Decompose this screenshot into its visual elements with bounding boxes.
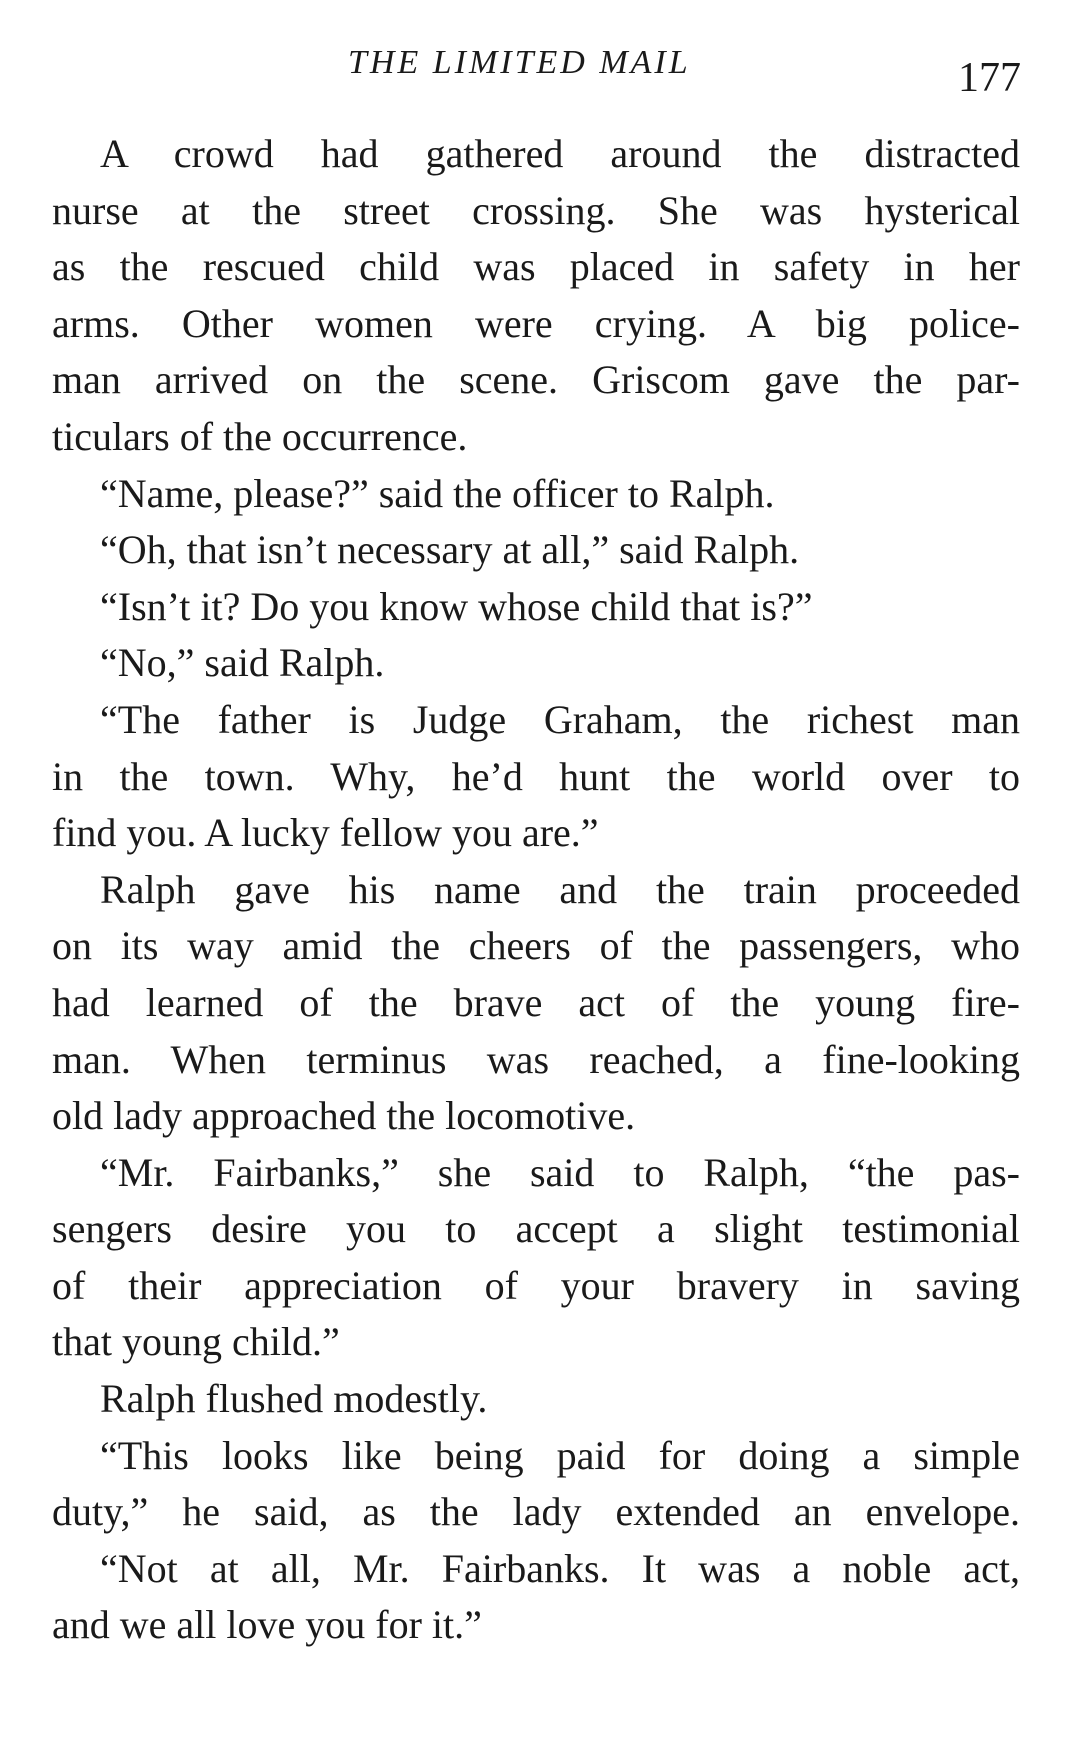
text-line: had learned of the brave act of the young fire-	[52, 979, 1020, 1025]
text-line: sengers desire you to accept a slight testimonial	[52, 1206, 1020, 1252]
text-line: “This looks like being paid for doing a simple	[100, 1432, 1020, 1478]
text-line: “Name, please?” said the officer to Ralph.	[100, 470, 775, 516]
running-header	[0, 40, 1085, 101]
text-line: “Mr. Fairbanks,” she said to Ralph, “the pas-	[100, 1149, 1020, 1195]
text-line: on its way amid the cheers of the passengers, who	[52, 923, 1020, 969]
page-number: 177	[958, 55, 1021, 101]
text-line: nurse at the street crossing. She was hysterical	[52, 187, 1020, 233]
body-text	[52, 126, 1020, 1654]
text-line: and we all love you for it.”	[52, 1602, 482, 1648]
text-line: man. When terminus was reached, a fine-looking	[52, 1036, 1020, 1082]
text-line: old lady approached the locomotive.	[52, 1093, 636, 1139]
text-line: Ralph gave his name and the train proceeded	[100, 866, 1020, 912]
text-line: Ralph flushed modestly.	[100, 1376, 488, 1422]
text-line: man arrived on the scene. Griscom gave the par-	[52, 357, 1020, 403]
text-line: “Not at all, Mr. Fairbanks. It was a noble act,	[100, 1545, 1020, 1591]
running-title: THE LIMITED MAIL	[348, 44, 691, 81]
text-line: in the town. Why, he’d hunt the world over to	[52, 753, 1020, 799]
text-line: arms. Other women were crying. A big police-	[52, 300, 1020, 346]
text-line: ticulars of the occurrence.	[52, 413, 468, 459]
text-line: “Isn’t it? Do you know whose child that is?”	[100, 583, 813, 629]
text-line: duty,” he said, as the lady extended an envelope.	[52, 1489, 1020, 1535]
text-line: that young child.”	[52, 1319, 340, 1365]
text-line: “No,” said Ralph.	[100, 640, 385, 686]
text-line: of their appreciation of your bravery in saving	[52, 1262, 1020, 1308]
text-line: “Oh, that isn’t necessary at all,” said Ralph.	[100, 527, 800, 573]
text-line: A crowd had gathered around the distracted	[100, 131, 1020, 176]
text-line: as the rescued child was placed in safety in her	[52, 244, 1020, 290]
text-line: “The father is Judge Graham, the richest man	[100, 696, 1020, 742]
text-line: find you. A lucky fellow you are.”	[52, 810, 599, 856]
